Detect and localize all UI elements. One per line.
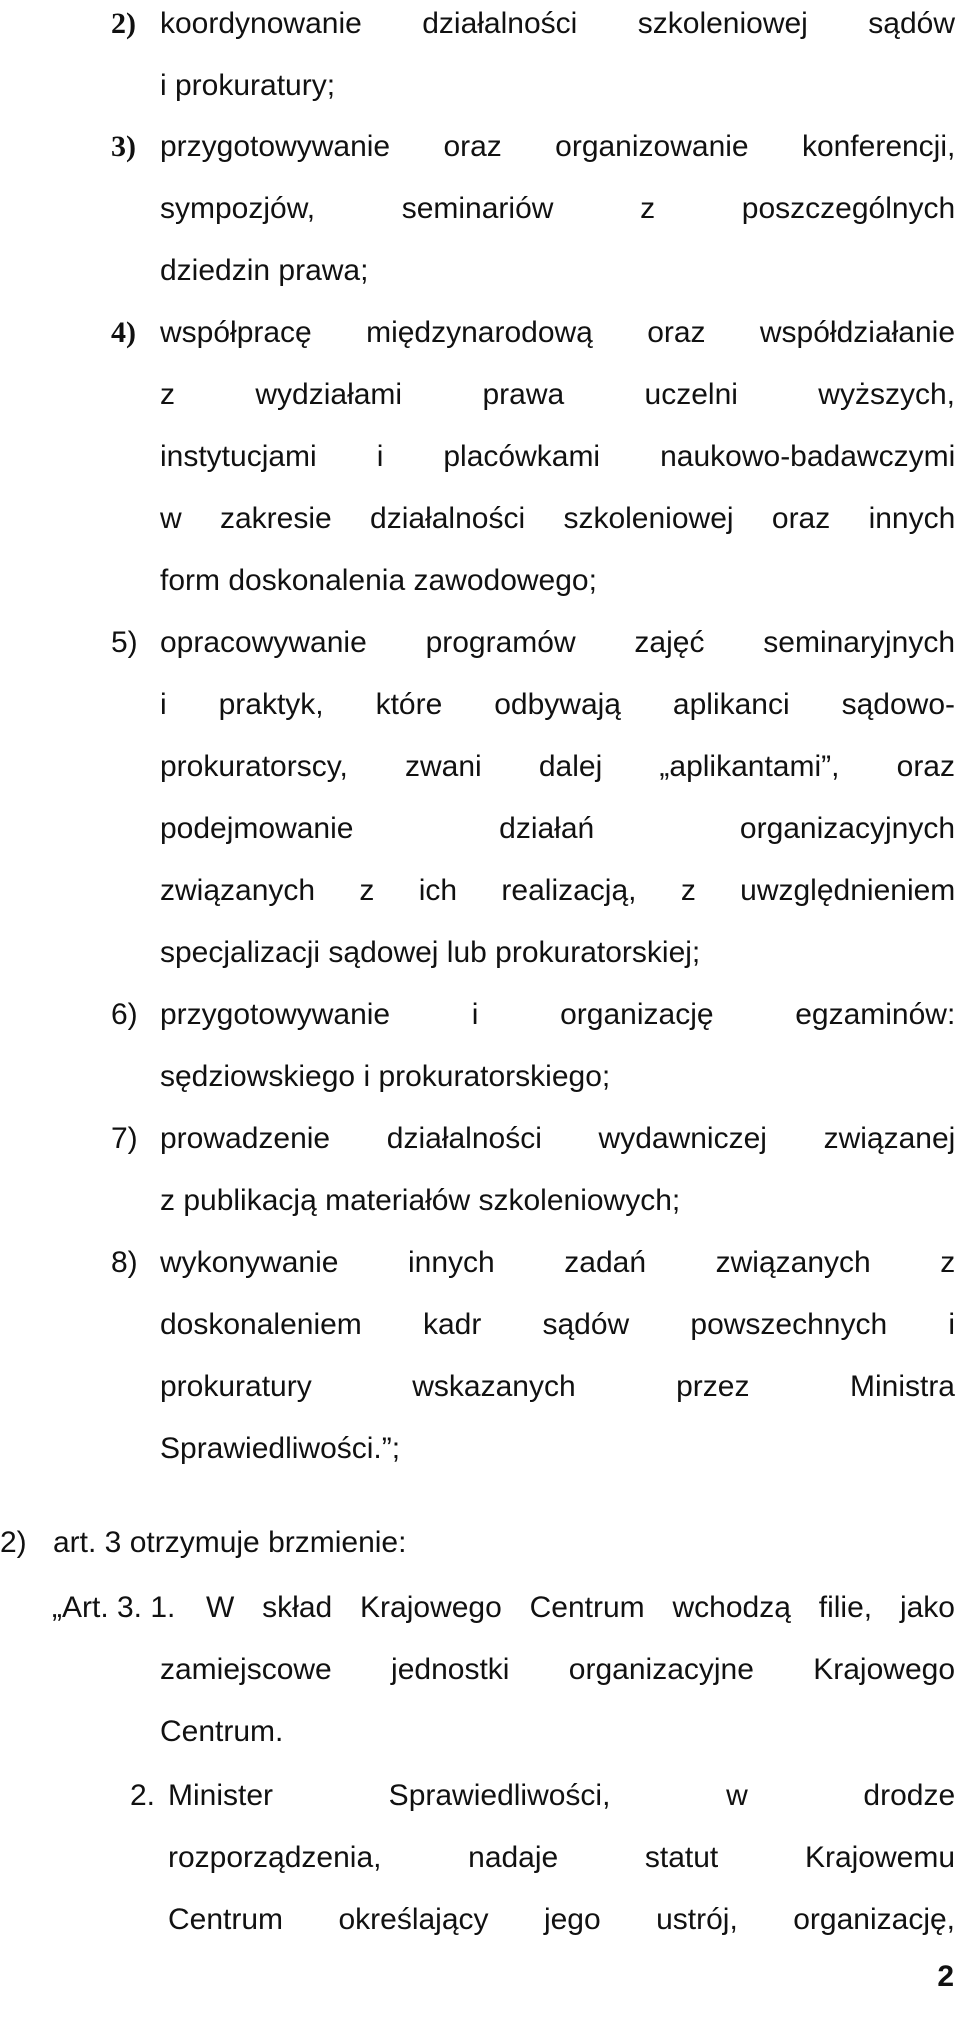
list-item-2	[111, 0, 955, 117]
list-item-4	[111, 302, 956, 612]
article-3-paragraph-2	[130, 1765, 956, 1951]
list-item-line: sędziowskiego i prokuratorskiego;	[160, 1060, 611, 1093]
list-item-number: 8)	[111, 1246, 138, 1279]
list-item-line: specjalizacji sądowej lub prokuratorskiej;	[160, 936, 701, 969]
list-item-line: z publikacją materiałów szkoleniowych;	[160, 1184, 681, 1217]
list-item-8	[111, 1232, 956, 1480]
article-3-paragraph-2-number: 2.	[130, 1779, 156, 1812]
list-item-6	[111, 984, 956, 1108]
list-item-line: podejmowanie działań organizacyjnych	[160, 812, 955, 845]
paragraph-line: zamiejscowe jednostki organizacyjne Krajowego	[160, 1653, 955, 1686]
list-item-line: sympozjów, seminariów z poszczególnych	[160, 192, 956, 225]
list-item-number: 5)	[111, 626, 138, 659]
paragraph-line: W skład Krajowego Centrum wchodzą filie, jako	[206, 1591, 955, 1624]
amendment-point-text: art. 3 otrzymuje brzmienie:	[53, 1526, 407, 1559]
list-item-5	[111, 612, 956, 984]
list-item-line: prokuratury wskazanych przez Ministra	[160, 1370, 955, 1403]
list-item-line: koordynowanie działalności szkoleniowej sądów	[160, 7, 955, 40]
list-item-line: doskonaleniem kadr sądów powszechnych i	[160, 1308, 955, 1341]
article-3-paragraph-1-number: „Art. 3. 1.	[52, 1591, 176, 1624]
amendment-point-number: 2)	[0, 1526, 27, 1559]
list-item-line: prokuratorscy, zwani dalej „aplikantami”, oraz	[160, 750, 955, 783]
list-item-number: 2)	[111, 7, 136, 40]
paragraph-line: Minister Sprawiedliwości, w drodze	[168, 1779, 956, 1812]
list-item-line: prowadzenie działalności wydawniczej związanej	[160, 1122, 956, 1155]
list-item-line: form doskonalenia zawodowego;	[160, 564, 597, 597]
paragraph-line: rozporządzenia, nadaje statut Krajowemu	[168, 1841, 955, 1874]
list-item-line: wykonywanie innych zadań związanych z	[160, 1246, 956, 1279]
list-item-number: 4)	[111, 316, 136, 349]
list-item-line: w zakresie działalności szkoleniowej oraz innych	[160, 502, 956, 535]
list-item-line: przygotowywanie i organizację egzaminów:	[160, 998, 956, 1031]
list-item-line: związanych z ich realizacją, z uwzględnieniem	[160, 874, 956, 907]
page-number: 2	[937, 1960, 954, 1993]
list-item-number: 7)	[111, 1122, 138, 1155]
list-item-line: dziedzin prawa;	[160, 254, 369, 287]
list-item-3	[111, 116, 956, 302]
list-item-number: 3)	[111, 130, 136, 163]
list-item-line: z wydziałami prawa uczelni wyższych,	[160, 378, 955, 411]
list-item-number: 6)	[111, 998, 138, 1031]
paragraph-line: Centrum.	[160, 1715, 284, 1748]
list-item-line: opracowywanie programów zajęć seminaryjnych	[160, 626, 955, 659]
list-item-line: współpracę międzynarodową oraz współdziałanie	[160, 316, 956, 349]
list-item-7	[111, 1108, 956, 1232]
list-item-line: instytucjami i placówkami naukowo-badawczymi	[160, 440, 956, 473]
list-item-line: i praktyk, które odbywają aplikanci sądowo-	[160, 688, 955, 721]
list-item-line: i prokuratury;	[160, 69, 336, 102]
paragraph-line: Centrum określający jego ustrój, organizację,	[168, 1903, 955, 1936]
amendment-point-2	[0, 1512, 700, 1574]
list-item-line: Sprawiedliwości.”;	[160, 1432, 401, 1465]
list-item-line: przygotowywanie oraz organizowanie konferencji,	[160, 130, 956, 163]
